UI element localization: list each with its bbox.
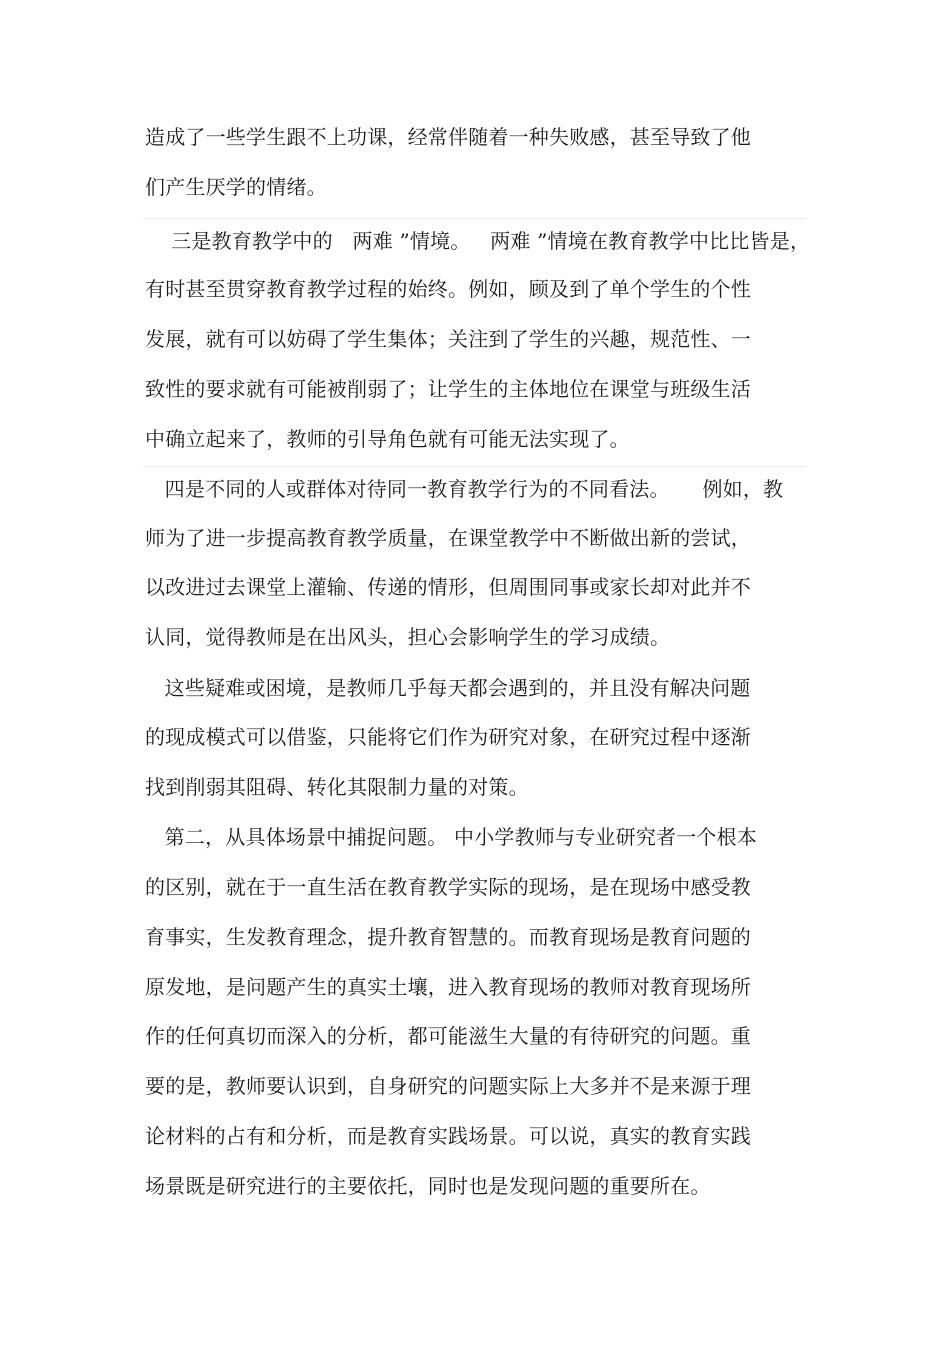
- text-line: 论材料的占有和分析，而是教育实践场景。可以说，真实的教育实践: [145, 1124, 751, 1148]
- text-line: 找到削弱其阻碍、转化其限制力量的对策。: [145, 775, 529, 799]
- text-line: 原发地，是问题产生的真实土壤，进入教育现场的教师对教育现场所: [145, 975, 751, 999]
- text-line: 三是教育教学中的 两难 ”情境。 两难 ”情境在教育教学中比比皆是，: [145, 229, 811, 253]
- text-line: 的区别，就在于一直生活在教育教学实际的现场，是在现场中感受教: [145, 875, 751, 899]
- text-line: 作的任何真切而深入的分析，都可能滋生大量的有待研究的问题。重: [145, 1024, 751, 1048]
- text-line: 认同，觉得教师是在出风头，担心会影响学生的学习成绩。: [145, 625, 671, 649]
- text-line: 要的是，教师要认识到，自身研究的问题实际上大多并不是来源于理: [145, 1074, 751, 1098]
- text-line: 发展，就有可以妨碍了学生集体；关注到了学生的兴趣，规范性、一: [145, 327, 751, 351]
- text-line: 四是不同的人或群体对待同一教育教学行为的不同看法。 例如，教: [145, 477, 784, 501]
- text-line: 致性的要求就有可能被削弱了；让学生的主体地位在课堂与班级生活: [145, 377, 751, 401]
- text-line: 这些疑难或困境，是教师几乎每天都会遇到的，并且没有解决问题: [145, 676, 751, 700]
- divider: [143, 218, 807, 219]
- text-line: 们产生厌学的情绪。: [145, 175, 327, 199]
- text-line: 有时甚至贯穿教育教学过程的始终。例如，顾及到了单个学生的个性: [145, 277, 751, 301]
- text-line: 育事实，生发教育理念，提升教育智慧的。而教育现场是教育问题的: [145, 925, 751, 949]
- text-line: 师为了进一步提高教育教学质量，在课堂教学中不断做出新的尝试，: [145, 526, 751, 550]
- text-line: 第二，从具体场景中捕捉问题。 中小学教师与专业研究者一个根本: [145, 825, 758, 849]
- text-line: 以改进过去课堂上灌输、传递的情形，但周围同事或家长却对此并不: [145, 575, 751, 599]
- text-line: 造成了一些学生跟不上功课，经常伴随着一种失败感，甚至导致了他: [145, 125, 751, 149]
- divider: [143, 466, 807, 467]
- text-line: 中确立起来了，教师的引导角色就有可能无法实现了。: [145, 427, 630, 451]
- text-line: 场景既是研究进行的主要依托，同时也是发现问题的重要所在。: [145, 1174, 711, 1198]
- text-line: 的现成模式可以借鉴，只能将它们作为研究对象，在研究过程中逐渐: [145, 725, 751, 749]
